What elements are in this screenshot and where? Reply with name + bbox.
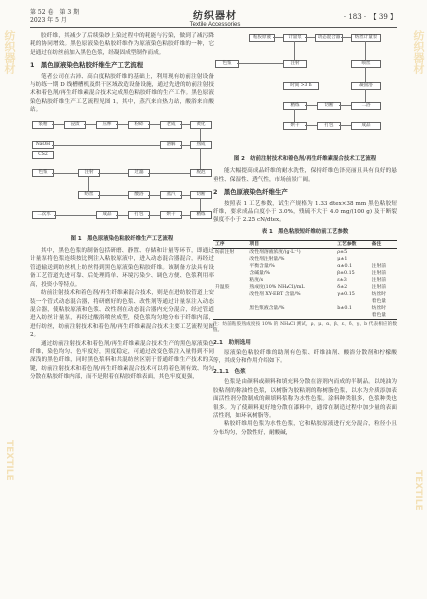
flow-node-pack: 打包: [128, 211, 150, 219]
flow-node-acid: 酸浴: [128, 191, 150, 199]
header-volume: 第 52 卷 第 3 期: [30, 9, 80, 16]
section-2-1-title: 2.1 助剂选用: [213, 339, 251, 346]
section-2-title: 2 黑色原液染色纤维生产: [213, 188, 288, 197]
table-cell: [213, 305, 247, 312]
flow-line: [98, 173, 128, 174]
table-cell: 黑色浆液含量/%: [249, 306, 285, 312]
section-2-1-1-title: 2.1.1 色浆: [213, 368, 246, 375]
flow-node-xanthate: 黄化: [190, 121, 212, 129]
right-column: [213, 32, 397, 437]
flow-line: [305, 105, 317, 106]
table-row: [213, 270, 397, 277]
flow2-node-meterpump: 计量泵: [283, 34, 307, 42]
flow-node-water: 二次水: [32, 211, 56, 219]
table-1-note: 注：纺前粘胶熟成度按 10% 的 NH₄Cl 测试，ρ、μ、α、β、ε、δ、γ、b 代表相应的数值。: [213, 322, 397, 334]
flow-node-cs2: CS2: [32, 151, 54, 159]
table-row: [213, 256, 397, 263]
header-journal-cn: 纺织器材: [193, 11, 237, 22]
table-cell: 注射前: [371, 264, 387, 270]
flow-line: [148, 173, 190, 174]
flow-node-shred: 粉碎: [128, 121, 150, 129]
table-cell: ε±3: [337, 278, 347, 284]
flow2-node-pigment: 色浆: [215, 60, 239, 68]
flow-node-steam: 蒸汽: [160, 191, 182, 199]
table-body: [213, 249, 397, 320]
table-cell: [335, 312, 369, 320]
header-date: 2023 年 5 月: [30, 17, 67, 24]
table-row: [213, 249, 397, 257]
flow-line: [148, 215, 160, 216]
intro-paragraph: 胶纤维，其减少了后续染纱上染过程中的耗能与污染，做到了减污降耗的协同增效。黑色原液染色粘胶纤维作为原液染色粘胶纤维的一种，它是通过在纺丝前加入黑色色浆，经凝固成型制作而成。: [30, 33, 214, 56]
table-cell: 改性剂溶液浓度/(g·L⁻¹): [249, 250, 301, 256]
table-1-caption: 表 1 黑色粘胶短纤维纺前工艺参数: [261, 228, 349, 235]
flow2-node-mixer: 动态混合器: [315, 34, 343, 42]
table-cell: [213, 312, 247, 320]
watermark-text-en: TEXTILE: [413, 470, 423, 511]
flow-node-dry: 烘干: [160, 211, 182, 219]
table-row: [213, 298, 397, 305]
flow-line: [88, 176, 89, 191]
table-cell: 注射前: [371, 271, 387, 277]
section-2-1-1-paragraph: 色浆是由颜料或颜料和填充料分散在溶剂内而成的半制品。以纯油为胶粘剂的称油性色浆，以树脂为胶粘剂的称树脂色浆，以水为介质添加表面活性剂分散制成的颜填料浆称为水性色浆。涂料种类很多，色浆种类也很多。为了使颜料更好地分散在漆料中，通常在制造过程中加少量的表面活性剂，如环氧树脂等。: [213, 379, 397, 419]
flow-node-ripen: 熟成: [190, 141, 212, 149]
process-paragraph: 纺前注射技术和着色剂/再生纤维素混合技术，则是在进纺胶管道上安装一个管式动态混合器，将研磨好的色浆、改性剂等通过计量泵注入动态混合器，使粘胶原液和色浆、改性剂在动态混合器内充分混合，经过管道进入纺丝计量泵，再经过酸浴喷丝成型，使色浆均匀地分布于纤维内部，进行纺丝，纺前注射技术和着色剂/再生纤维素混合技术主要工艺流程见图 2。: [30, 290, 214, 339]
flow-line: [54, 215, 96, 216]
flow2-node-bath2: 二浴: [351, 102, 381, 110]
flow-line: [116, 215, 128, 216]
table-row: [213, 291, 397, 298]
table-cell: 粘度/s: [249, 278, 264, 284]
header-journal: [170, 7, 260, 28]
table-cell: [247, 298, 335, 305]
table-cell: μ±1: [337, 257, 348, 263]
table-cell: 改性剂注射量/%: [249, 257, 285, 263]
flow2-node-spinpump: 纺丝计量泵: [351, 34, 381, 42]
table-row: [213, 277, 397, 284]
flow-line: [180, 124, 190, 125]
table-cell: δ±2: [337, 285, 348, 291]
flow-line: [365, 67, 366, 82]
flow-line: [84, 124, 96, 125]
flow2-node-nozzle: 喷丝: [351, 60, 381, 68]
table-header-cell: 工序: [215, 241, 225, 248]
flow-line: [294, 109, 295, 122]
table-row: [213, 284, 397, 291]
watermark-right-en: [413, 470, 423, 511]
flow-node-pulp: 浆粕: [32, 121, 54, 129]
flow-line: [52, 173, 78, 174]
header-journal-en: Textile Accessories: [189, 22, 241, 28]
flow2-node-coagulation: 凝固浴: [351, 82, 381, 90]
flow-node-steep: 浸渍: [64, 121, 86, 129]
flow-line: [341, 37, 351, 38]
table-header-cell: 工艺参数: [337, 241, 357, 248]
table-cell: 含碱量/%: [249, 271, 270, 277]
table-header-row: [213, 241, 397, 249]
flow-line: [200, 128, 201, 141]
table-cell: 着色量: [371, 299, 387, 305]
flow-line: [180, 215, 190, 216]
section-2-paragraph: 按照表 1 工艺参数，试生产规格为 1.33 dtex×38 mm 黑色粘胶短纤维，要求成品白度小于 3.0%，残硫不大于 4.0 mg/(100 g) 及干断裂强度不小于 2.25 cN/dtex。: [213, 200, 397, 224]
flow2-node-dry: 烘干: [283, 122, 307, 130]
flow2-node-viscose: 粘胶原液: [249, 34, 275, 42]
table-cell: 着色量: [371, 313, 387, 319]
flow-line: [305, 125, 317, 126]
flow-line: [365, 89, 366, 102]
table-cell: [213, 277, 247, 284]
section-1-title: 1 黑色原液染色粘胶纤维生产工艺流程: [30, 61, 144, 70]
flow-line: [180, 145, 190, 146]
flow-line: [365, 41, 366, 60]
table-cell: [213, 263, 247, 270]
header-page-number: · 183 · 【 39 】: [343, 13, 397, 21]
table-cell: 纺丝时: [371, 292, 387, 298]
flow-node-product: 成品: [96, 211, 118, 219]
table-header-cell: 项目: [249, 241, 260, 248]
flow-line: [98, 195, 128, 196]
header-issue-info: [30, 9, 79, 25]
table-cell: 熟成度(10% NH₄Cl)/mL: [249, 285, 305, 291]
table-header-cell: 备注: [371, 241, 382, 248]
flow-node-naoh: NaOH: [32, 141, 54, 149]
flow-line: [294, 41, 295, 60]
table-cell: [370, 256, 397, 263]
section-2-1-paragraph: 原液染色粘胶纤维的助剂有色浆、纤维油剂、酸浴分散剂和柠檬酸等，其成分和作用介绍如下。: [213, 350, 397, 365]
table-cell: ρ±5: [337, 250, 348, 256]
table-cell: α±0.1: [337, 264, 353, 270]
watermark-text: 纺织器材: [412, 30, 425, 74]
table-row: [213, 263, 397, 270]
figure-1-caption: 图 1 黑色原液染色粘胶纤维生产工艺流程: [70, 235, 174, 242]
flow-line: [52, 145, 160, 146]
watermark-text: 纺织器材: [3, 30, 16, 74]
flow-node-age: 老成: [160, 121, 182, 129]
left-column: [30, 32, 214, 382]
flow-line: [200, 198, 201, 211]
flow2-node-pack: 打包: [317, 122, 341, 130]
flow-node-inject: 注射: [78, 169, 100, 177]
table-cell: 注射前: [371, 285, 387, 291]
flow-line: [180, 195, 190, 196]
flow-line: [237, 63, 283, 64]
table-cell: [247, 312, 335, 320]
flow2-node-time: 时间 >3 h: [283, 82, 319, 90]
flow-line: [305, 37, 315, 38]
table-cell: β±0.15: [337, 271, 355, 277]
table-cell: [213, 291, 247, 298]
watermark-left-en: [4, 440, 14, 481]
flow-node-dissolve: 溶解: [160, 141, 182, 149]
flow-line: [116, 124, 128, 125]
flow-line: [52, 124, 64, 125]
flow-line: [148, 124, 160, 125]
table-cell: [335, 298, 369, 305]
table-cell: [213, 298, 247, 305]
flow2-node-cut: 切断: [317, 102, 341, 110]
table-cell: 平衡含量/%: [249, 264, 275, 270]
section-2-1-1-paragraph: 粘胶纤维用色浆为水性色浆，它和粘胶原液进行充分混合，粒径小且分布均匀，分散性好，耐酸碱，: [213, 421, 397, 436]
header-rule: [30, 27, 397, 28]
table-cell: [370, 249, 397, 257]
table-cell: 纺前注射: [215, 250, 235, 256]
flow-node-cut: 切断: [190, 191, 212, 199]
flow-node-deaerate: 脱泡: [190, 169, 212, 177]
watermark-text-en: TEXTILE: [4, 440, 14, 481]
watermark-right: [411, 30, 425, 78]
figure-2-flowchart: [213, 32, 397, 152]
table-cell: 纺丝时: [371, 306, 387, 312]
flow-line: [339, 125, 351, 126]
watermark-left: [2, 30, 16, 78]
flow-node-spin: 纺丝: [78, 191, 100, 199]
flow-node-pigment: 色浆: [32, 169, 54, 177]
flow-line: [148, 195, 160, 196]
table-cell: 改性剂 XY-EBT 含量/%: [249, 292, 301, 298]
table-cell: [213, 256, 247, 263]
figure-1-flowchart: [30, 119, 214, 231]
flow2-node-product: 成品: [351, 122, 381, 130]
process-paragraph: 其中，黑色色浆的制备包括研磨、静置、存储和计量等环节，即通过计量泵将色浆连续按比例注入粘胶原液中，进入动态混合器混合，再经过管道输送到纺丝机上纺丝得到黑色原液染色粘胶纤维。该制备方法具有设备工艺管道先进可靠、后处理简单、环境污染少、调色方便、色浆利用率高，投资小等特点。: [30, 248, 214, 288]
flow2-node-wash: 精练: [283, 102, 307, 110]
table-cell: [213, 270, 247, 277]
table-row: [213, 305, 397, 312]
figure-2-caption: 图 2 纺前注射技术和着色剂/再生纤维素混合技术工艺流程: [233, 156, 377, 162]
table-cell: 注射前: [371, 278, 387, 284]
section-1-paragraph: 笔者公司在古沛、高白度粘胶纤维的基础上，利用现有纺前注射设备与纺练一期 D 线槽槽机及烘干区域改造设备设施，通过先进的纺前注射技术和着色剂/再生纤维素混合技术完成黑色粘胶纤维的生产工作。黑色原液染色粘胶纤维生产工艺流程见图 1，其中，蒸汽来自热力站，酸浴来自酸站。: [30, 73, 214, 114]
table-cell: 升温胶: [215, 285, 230, 291]
flow-node-wash: 精练: [190, 211, 212, 219]
table-1: [213, 240, 397, 320]
process-paragraph: 通过纺前注射技术和着色剂/再生纤维素混合技术生产的黑色原液染色纤维，染色均匀、色牢度好，黑度稳定，可通过改变色浆注入量得到不同深浅的黑色纤维，同时黑色浆料和共混纺丝区别于普通纤维生产技术的关键，纺前注射技术和着色剂/再生纤维素混合技术可以将着色剂有效、均匀分散在粘胶纤维内部，而不是附着在粘胶纤维表面，其色牢度更强，: [30, 340, 214, 381]
flow-line: [339, 105, 351, 106]
flow-line: [200, 148, 201, 169]
fig2-paragraph: 能大幅提高成品纤维的耐水洗性，保持纤维色泽亮丽且具有良好的悬垂性、保湿性、透气性，市场前景广阔。: [213, 168, 397, 183]
table-cell: b±0.1: [337, 306, 352, 312]
flow-node-press: 压榨: [96, 121, 118, 129]
flow-node-filter: 过滤: [128, 169, 150, 177]
table-row: [213, 312, 397, 320]
flow-line: [273, 37, 283, 38]
flow2-node-inject: 注射: [283, 60, 307, 68]
table-cell: γ±0.15: [337, 292, 355, 298]
